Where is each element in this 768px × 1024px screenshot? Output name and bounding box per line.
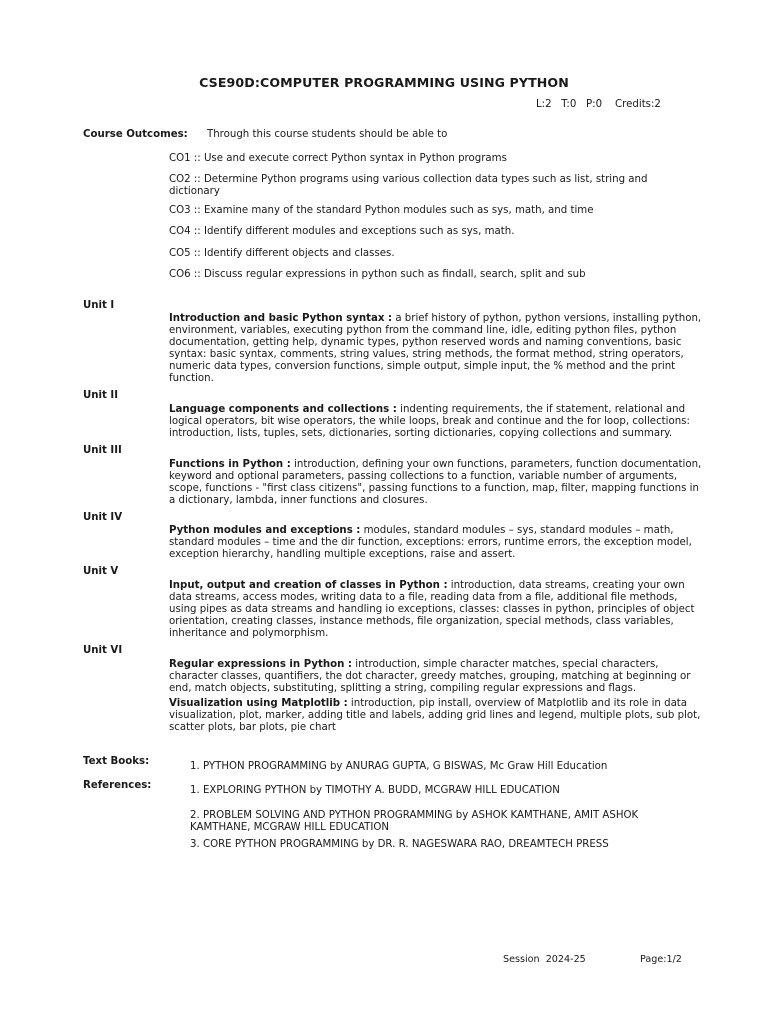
topic-text: introduction, data streams, creating your own data streams, access modes, writing data to a file, reading data from a file, additional file methods, using pipes as data streams and handling io exceptions, classes: classes in python, principles of object orientation, creating classes, instance methods, file organization, special methods, class variables, inheritance and polymorphism. — [169, 580, 695, 639]
course-outcome-item: CO3 :: Examine many of the standard Python modules such as sys, math, and time — [169, 205, 594, 216]
unit-label: Unit I — [83, 300, 115, 311]
course-outcome-item: CO5 :: Identify different objects and classes. — [169, 248, 395, 259]
unit-topic — [169, 659, 704, 695]
topic-heading: Python modules and exceptions : — [169, 525, 361, 536]
topic-heading: Visualization using Matplotlib : — [169, 698, 348, 709]
unit-topic — [169, 459, 704, 507]
course-outcomes-intro: Through this course students should be able to — [207, 129, 448, 140]
topic-text: indenting requirements, the if statement, relational and logical operators, bit wise operators, the while loops, break and continue and the for loop, collections: introduction, lists, tuples, sets, dictionaries, sorting dictionaries, copying collections and summary. — [169, 404, 690, 439]
page-number: Page:1/2 — [640, 954, 682, 965]
unit-label: Unit III — [83, 445, 122, 456]
reference-item: 2. PROBLEM SOLVING AND PYTHON PROGRAMMING by ASHOK KAMTHANE, AMIT ASHOK KAMTHANE, MCGRAW HILL EDUCATION — [190, 810, 639, 833]
text-book-item: 1. PYTHON PROGRAMMING by ANURAG GUPTA, G BISWAS, Mc Graw Hill Education — [190, 761, 608, 772]
page-title: CSE90D:COMPUTER PROGRAMMING USING PYTHON — [199, 75, 569, 90]
course-outcomes-label: Course Outcomes: — [83, 129, 188, 140]
topic-heading: Introduction and basic Python syntax : — [169, 313, 393, 324]
unit-label: Unit II — [83, 390, 119, 401]
topic-text: modules, standard modules – sys, standard modules – math, standard modules – time and the dir function, exceptions: errors, runtime errors, the exception model, exception hierarchy, handling multiple exceptions, raise and assert. — [169, 525, 692, 560]
topic-text: introduction, simple character matches, special characters, character classes, quantifiers, the dot character, greedy matches, grouping, matching at beginning or end, match objects, substituting, splitting a string, compiling regular expressions and flags. — [169, 659, 691, 694]
unit-topic — [169, 698, 704, 734]
course-outcome-item: CO4 :: Identify different modules and exceptions such as sys, math. — [169, 226, 515, 237]
text-books-label: Text Books: — [83, 756, 150, 767]
topic-heading: Regular expressions in Python : — [169, 659, 353, 670]
credits-line: L:2 T:0 P:0 Credits:2 — [536, 99, 661, 110]
topic-heading: Input, output and creation of classes in Python : — [169, 580, 448, 591]
course-outcome-item: CO6 :: Discuss regular expressions in python such as findall, search, split and sub — [169, 269, 586, 280]
topic-text: a brief history of python, python versions, installing python, environment, variables, executing python from the command line, idle, editing python files, python documentation, getting help, dynamic types, python reserved words and naming conventions, basic syntax: basic syntax, comments, string values, string methods, the format method, string operators, numeric data types, conversion functions, simple output, simple input, the % method and the print function. — [169, 313, 702, 384]
unit-label: Unit IV — [83, 512, 123, 523]
topic-heading: Language components and collections : — [169, 404, 397, 415]
unit-topic — [169, 404, 704, 440]
unit-topic — [169, 525, 704, 561]
course-outcome-item: CO1 :: Use and execute correct Python syntax in Python programs — [169, 153, 507, 164]
references-label: References: — [83, 780, 152, 791]
reference-item: 3. CORE PYTHON PROGRAMMING by DR. R. NAGESWARA RAO, DREAMTECH PRESS — [190, 839, 609, 850]
unit-label: Unit V — [83, 566, 119, 577]
unit-label: Unit VI — [83, 645, 123, 656]
topic-text: introduction, defining your own functions, parameters, function documentation, keyword and optional parameters, passing collections to a function, variable number of arguments, scope, functions - "first class citizens", passing functions to a function, map, filter, mapping functions in a dictionary, lambda, inner functions and closures. — [169, 459, 702, 506]
topic-heading: Functions in Python : — [169, 459, 291, 470]
unit-topic — [169, 313, 704, 385]
course-outcome-item: CO2 :: Determine Python programs using various collection data types such as list, string and dictionary — [169, 174, 648, 197]
topic-text: introduction, pip install, overview of Matplotlib and its role in data visualization, plot, marker, adding title and labels, adding grid lines and legend, multiple plots, sub plot, scatter plots, bar plots, pie chart — [169, 698, 701, 733]
session-label: Session 2024-25 — [503, 954, 586, 965]
reference-item: 1. EXPLORING PYTHON by TIMOTHY A. BUDD, MCGRAW HILL EDUCATION — [190, 785, 560, 796]
unit-topic — [169, 580, 704, 640]
